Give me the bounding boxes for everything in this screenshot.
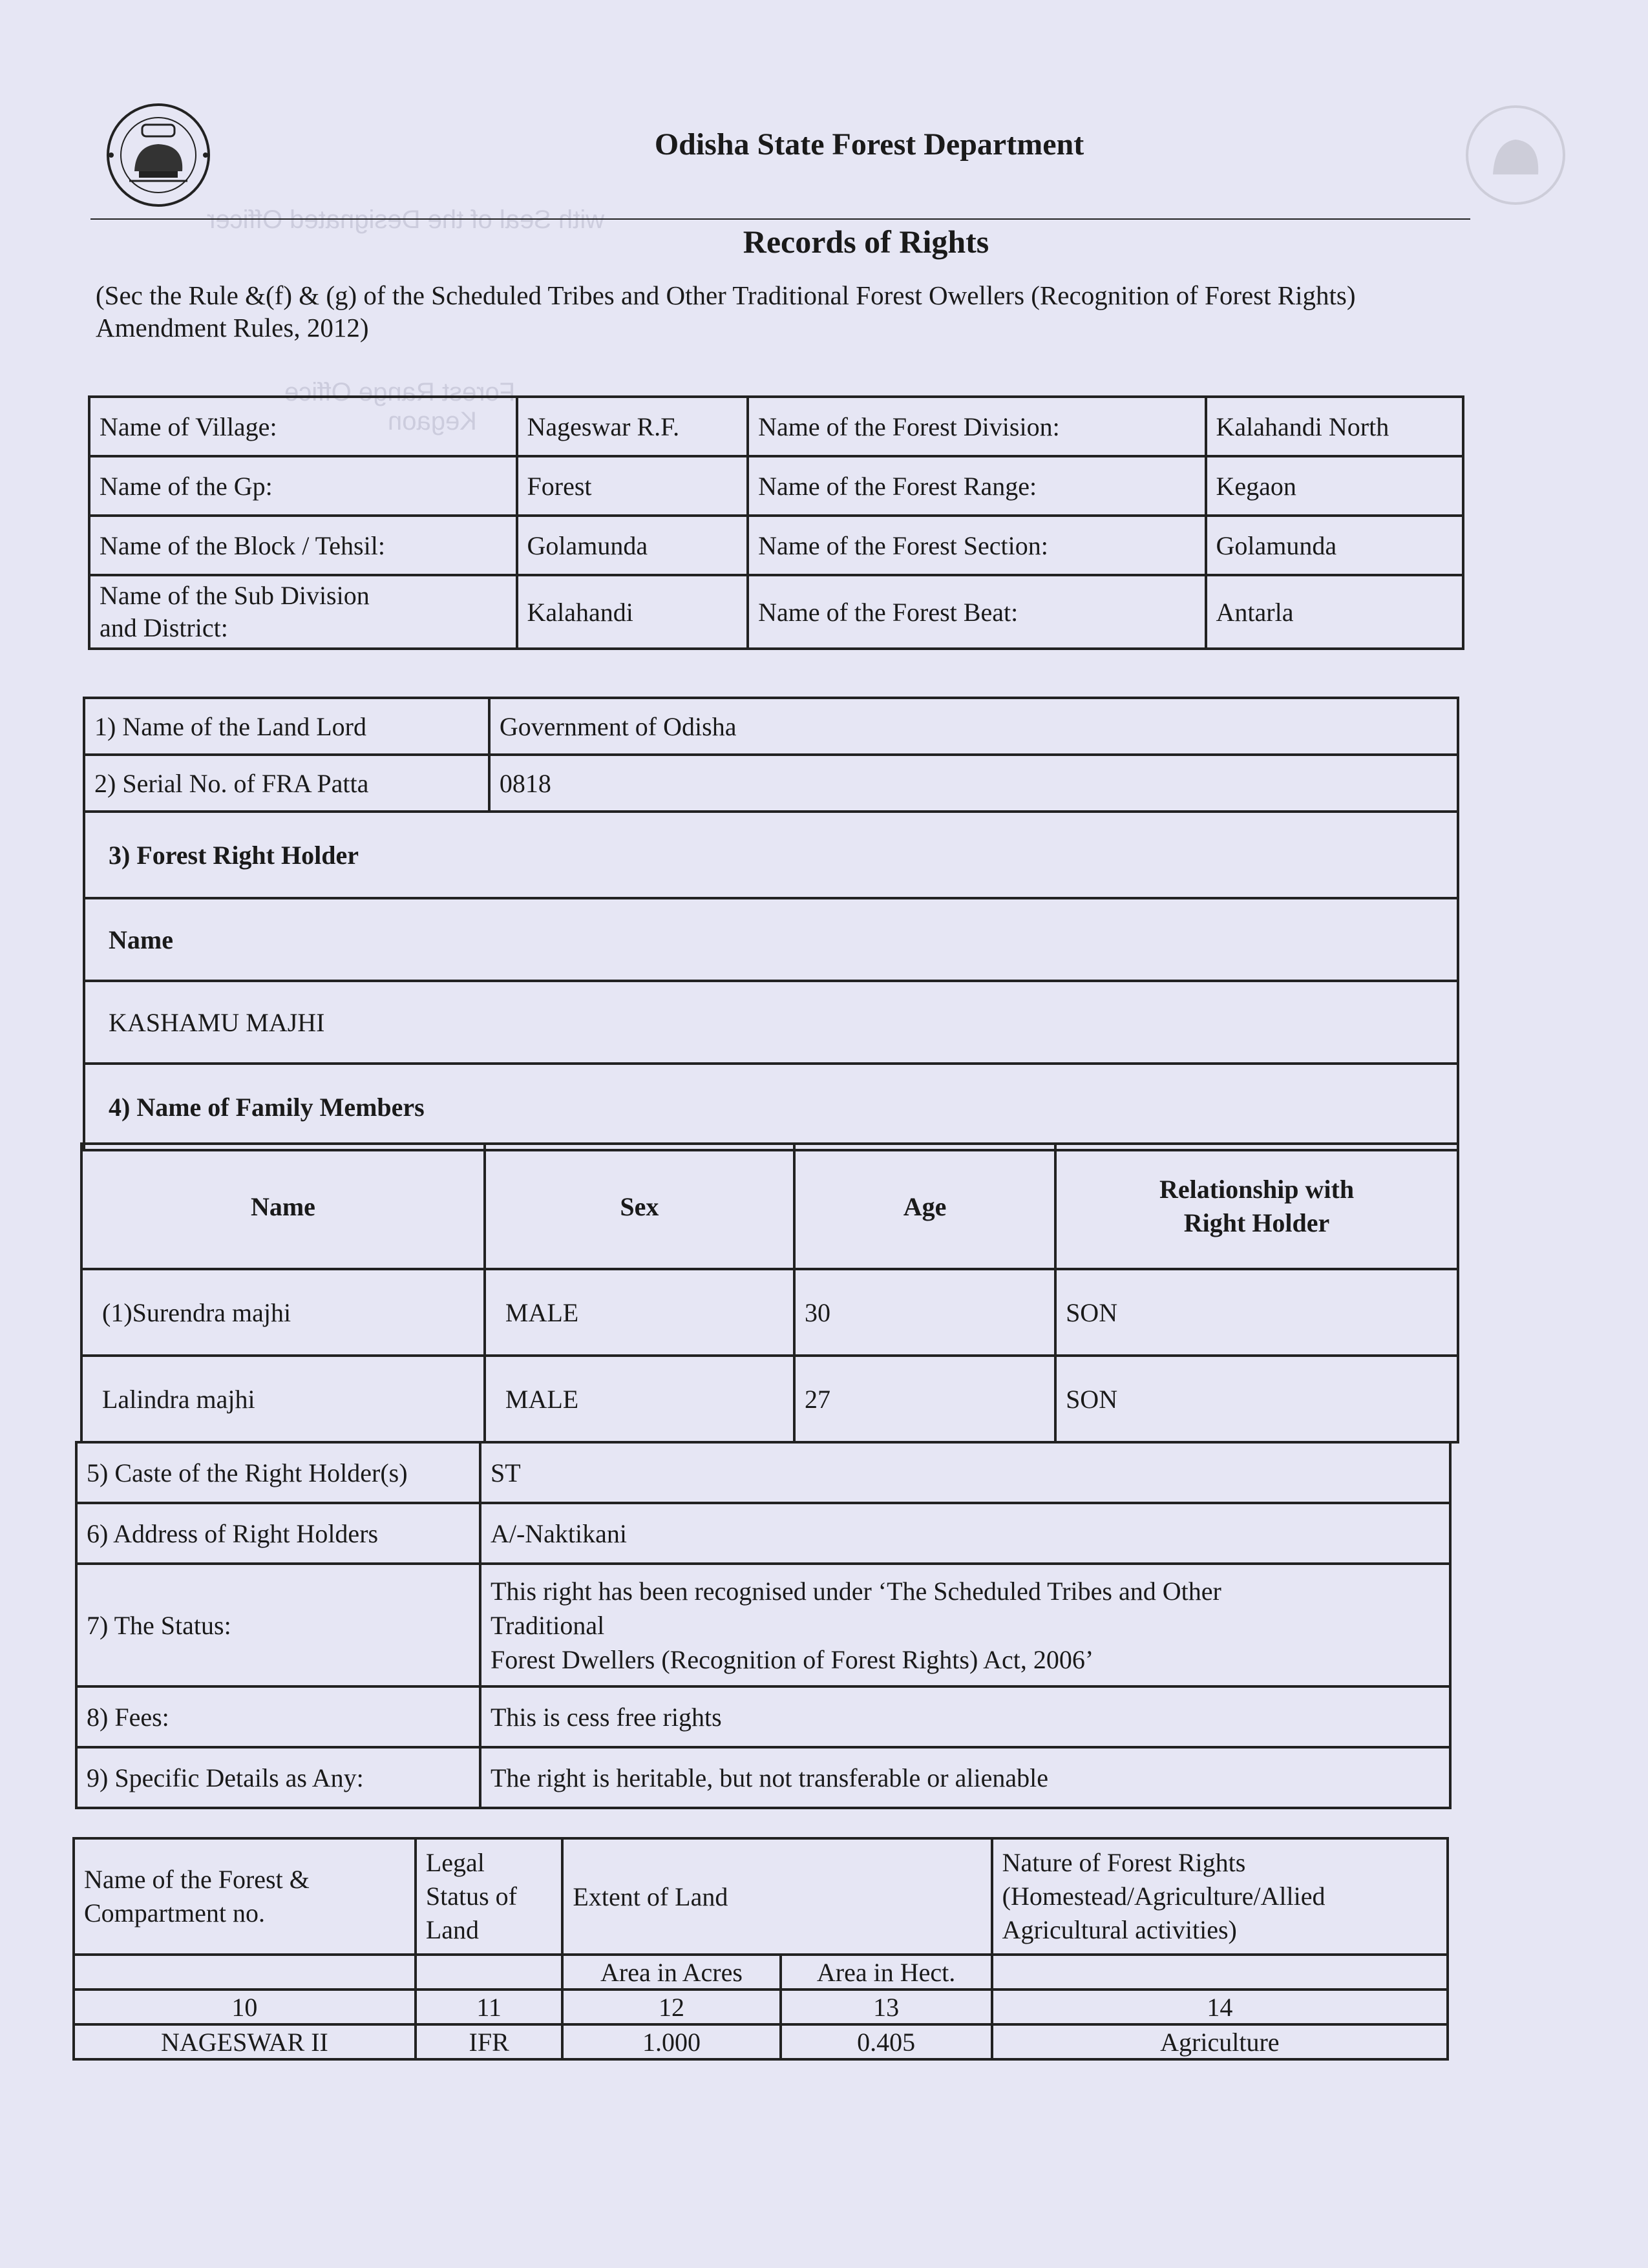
block-label: Name of the Block / Tehsil:	[89, 516, 517, 575]
member-age: 30	[794, 1269, 1055, 1356]
holder-table	[83, 697, 1459, 1151]
subdivision-label	[89, 575, 517, 649]
specific-details-label: 9) Specific Details as Any:	[76, 1747, 480, 1808]
subdivision-label-line1: Name of the Sub Division	[100, 581, 370, 610]
serial-label: 2) Serial No. of FRA Patta	[84, 755, 489, 812]
col-number-13: 13	[781, 1990, 992, 2024]
family-col-sex: Sex	[485, 1144, 794, 1269]
village-value: Nageswar R.F.	[517, 397, 748, 456]
right-holder-name: KASHAMU MAJHI	[84, 981, 1458, 1064]
area-hect-header: Area in Hect.	[781, 1955, 992, 1990]
status-line3: Forest Dwellers (Recognition of Forest Rights) Act, 2006’	[490, 1644, 1094, 1674]
beat-value: Antarla	[1206, 575, 1463, 649]
relationship-header-line1: Relationship with	[1159, 1175, 1355, 1204]
col-number-12: 12	[562, 1990, 780, 2024]
status-line2: Traditional	[490, 1610, 605, 1640]
section-label: Name of the Forest Section:	[748, 516, 1205, 575]
empty-cell	[74, 1955, 416, 1990]
division-label: Name of the Forest Division:	[748, 397, 1205, 456]
forest-header-line1: Name of the Forest &	[84, 1865, 310, 1894]
area-acres: 1.000	[562, 2024, 780, 2059]
relationship-header-line2: Right Holder	[1183, 1208, 1330, 1237]
range-label: Name of the Forest Range:	[748, 456, 1205, 516]
bleed-through-text: Kegaon	[388, 407, 477, 436]
table-row	[74, 2024, 1448, 2059]
extent-of-land-header: Extent of Land	[562, 1838, 991, 1955]
location-table	[88, 395, 1464, 650]
gp-value: Forest	[517, 456, 748, 516]
area-acres-header: Area in Acres	[562, 1955, 780, 1990]
family-col-name: Name	[81, 1144, 485, 1269]
forest-header-line2: Compartment no.	[84, 1898, 265, 1927]
family-col-relationship	[1055, 1144, 1458, 1269]
bleed-through-text: Forest Range Office	[284, 378, 516, 406]
legal-header-line1: Legal	[425, 1848, 485, 1877]
family-members-table	[80, 1142, 1459, 1444]
legal-status-header	[416, 1838, 563, 1955]
document-subtitle: (Sec the Rule &(f) & (g) of the Scheduled Tribes and Other Traditional Forest Owellers (Recognition of Forest Rights) Amendment Rules, 2012)	[96, 280, 1356, 342]
beat-label: Name of the Forest Beat:	[748, 575, 1205, 649]
legal-status: IFR	[416, 2024, 563, 2059]
gp-label: Name of the Gp:	[89, 456, 517, 516]
bleed-through-text: with Seal of the Designated Officer	[207, 205, 605, 234]
nature-header-line2: (Homestead/Agriculture/Allied	[1002, 1882, 1326, 1911]
land-table	[72, 1837, 1449, 2061]
nature-header-line1: Nature of Forest Rights	[1002, 1848, 1246, 1877]
caste-label: 5) Caste of the Right Holder(s)	[76, 1442, 480, 1503]
table-row	[81, 1356, 1458, 1442]
family-col-age: Age	[794, 1144, 1055, 1269]
member-relationship: SON	[1055, 1269, 1458, 1356]
member-name: (1)Surendra majhi	[81, 1269, 485, 1356]
forest-compartment-header	[74, 1838, 416, 1955]
landlord-value: Government of Odisha	[489, 698, 1458, 755]
caste-value: ST	[480, 1442, 1450, 1503]
member-sex: MALE	[485, 1356, 794, 1442]
village-label: Name of Village:	[89, 397, 517, 456]
header-divider	[90, 218, 1470, 220]
legal-header-line3: Land	[425, 1915, 480, 1944]
member-sex: MALE	[485, 1269, 794, 1356]
empty-cell	[416, 1955, 563, 1990]
right-holder-heading: 3) Forest Right Holder	[84, 812, 1458, 898]
nature-of-rights: Agriculture	[992, 2024, 1448, 2059]
empty-cell	[992, 1955, 1448, 1990]
area-hect: 0.405	[781, 2024, 992, 2059]
col-number-10: 10	[74, 1990, 416, 2024]
fees-label: 8) Fees:	[76, 1686, 480, 1747]
subdivision-value: Kalahandi	[517, 575, 748, 649]
name-heading: Name	[84, 898, 1458, 981]
forest-name: NAGESWAR II	[74, 2024, 416, 2059]
member-name: Lalindra majhi	[81, 1356, 485, 1442]
landlord-label: 1) Name of the Land Lord	[84, 698, 489, 755]
member-age: 27	[794, 1356, 1055, 1442]
nature-header-line3: Agricultural activities)	[1002, 1915, 1237, 1944]
nature-of-rights-header	[992, 1838, 1448, 1955]
details-table	[75, 1441, 1452, 1809]
subdivision-label-line2: and District:	[100, 613, 228, 642]
table-row	[81, 1269, 1458, 1356]
address-value: A/-Naktikani	[480, 1503, 1450, 1564]
block-value: Golamunda	[517, 516, 748, 575]
document-title: Records of Rights	[743, 224, 989, 260]
col-number-14: 14	[992, 1990, 1448, 2024]
fees-value: This is cess free rights	[480, 1686, 1450, 1747]
section-value: Golamunda	[1206, 516, 1463, 575]
status-label: 7) The Status:	[76, 1564, 480, 1686]
specific-details-value: The right is heritable, but not transferable or alienable	[480, 1747, 1450, 1808]
family-heading: 4) Name of Family Members	[84, 1064, 1458, 1150]
status-value	[480, 1564, 1450, 1686]
range-value: Kegaon	[1206, 456, 1463, 516]
address-label: 6) Address of Right Holders	[76, 1503, 480, 1564]
member-relationship: SON	[1055, 1356, 1458, 1442]
col-number-11: 11	[416, 1990, 563, 2024]
status-line1: This right has been recognised under ‘The Scheduled Tribes and Other	[490, 1576, 1221, 1606]
division-value: Kalahandi North	[1206, 397, 1463, 456]
department-title: Odisha State Forest Department	[654, 127, 1084, 162]
legal-header-line2: Status of	[425, 1882, 517, 1911]
serial-value: 0818	[489, 755, 1458, 812]
